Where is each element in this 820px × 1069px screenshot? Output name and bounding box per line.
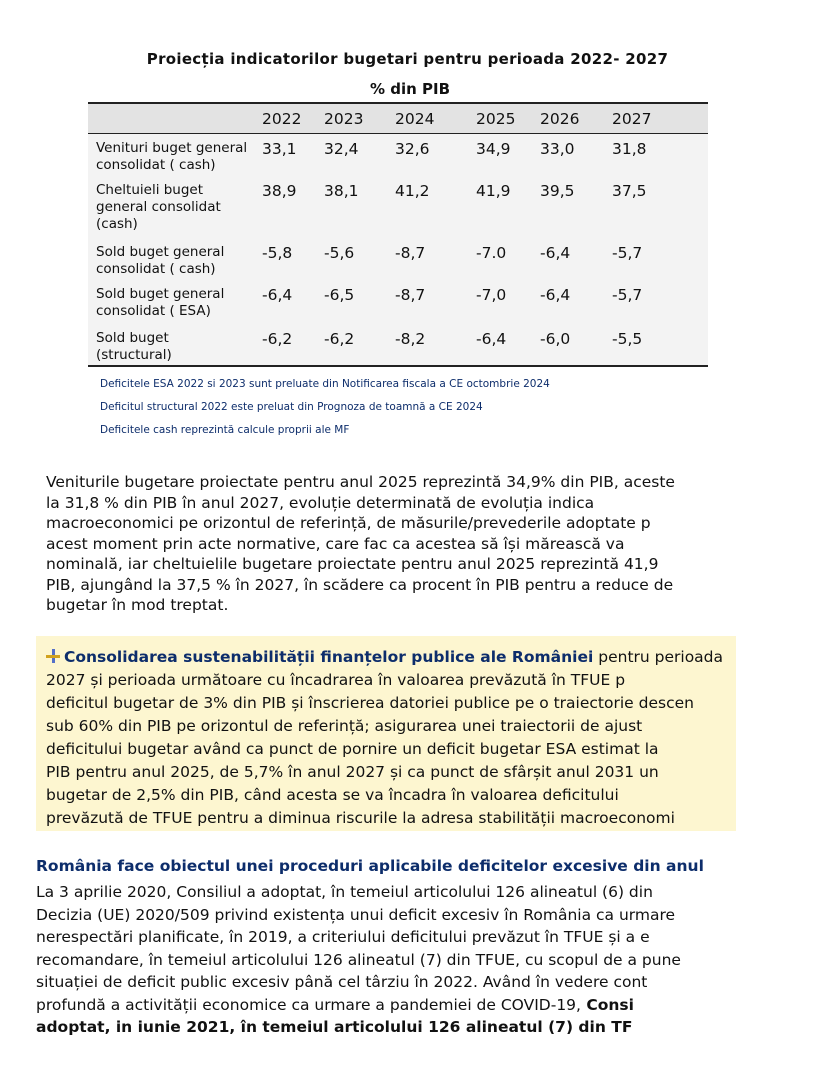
- header-year: 2026: [540, 103, 612, 134]
- table-cell: -6,4: [540, 238, 612, 280]
- table-cell: -5,5: [612, 324, 708, 366]
- procedure-paragraph: [36, 881, 716, 1039]
- table-cell: 41,9: [476, 176, 540, 238]
- header-year: 2027: [612, 103, 708, 134]
- revenue-paragraph: [46, 472, 726, 616]
- row-label-line: Sold buget general: [96, 243, 225, 260]
- table-title: Proiecția indicatorilor bugetari pentru perioada 2022- 2027: [146, 50, 669, 68]
- table-cell: 41,2: [395, 176, 476, 238]
- table-cell: 39,5: [540, 176, 612, 238]
- paragraph-line: adoptat, in iunie 2021, în temeiul articolului 126 alineatul (7) din TF: [36, 1018, 633, 1036]
- table-cell: 37,5: [612, 176, 708, 238]
- table-cell: -6,0: [540, 324, 612, 366]
- paragraph-line: prevăzută de TFUE pentru a diminua riscurile la adresa stabilității macroeconomi: [46, 809, 675, 827]
- row-label-line: Sold buget general: [96, 285, 225, 302]
- paragraph-line: PIB pentru anul 2025, de 5,7% în anul 2027 și ca punct de sfârșit anul 2031 un: [46, 763, 659, 781]
- table-cell: -6,4: [540, 280, 612, 324]
- paragraph-line: nominală, iar cheltuielile bugetare proiectate pentru anul 2025 reprezintă 41,9: [46, 555, 659, 573]
- table-cell: -8,2: [395, 324, 476, 366]
- paragraph-line: Veniturile bugetare proiectate pentru anul 2025 reprezintă 34,9% din PIB, aceste: [46, 473, 675, 491]
- paragraph-line: deficitul bugetar de 3% din PIB și înscrierea datoriei publice pe o traiectorie descen: [46, 694, 694, 712]
- header-label-cell: [88, 103, 262, 134]
- table-row: [88, 324, 708, 366]
- table-cell: -7,0: [476, 280, 540, 324]
- row-label-line: Cheltuieli buget: [96, 181, 204, 198]
- table-cell: -5,8: [262, 238, 324, 280]
- budget-indicators-table: [88, 102, 708, 367]
- paragraph-line: acest moment prin acte normative, care fac ca acestea să își mărească va: [46, 534, 625, 553]
- paragraph-line: [36, 994, 716, 1017]
- paragraph-line: [46, 646, 726, 669]
- header-year: 2024: [395, 103, 476, 134]
- paragraph-line: La 3 aprilie 2020, Consiliul a adoptat, în temeiul articolului 126 alineatul (6) din: [36, 883, 653, 901]
- table-cell: -5,7: [612, 238, 708, 280]
- header-year: 2023: [324, 103, 395, 134]
- paragraph-line: bugetar în mod treptat.: [46, 596, 229, 614]
- paragraph-line: bugetar de 2,5% din PIB, când acesta se va încadra în valoarea deficitului: [46, 786, 619, 804]
- paragraph-line-text: profundă a activității economice ca urmare a pandemiei de COVID-19,: [36, 995, 581, 1014]
- row-label: [88, 280, 262, 324]
- paragraph-line: macroeconomici pe orizontul de referință, de măsurile/prevederile adoptate p: [46, 514, 651, 532]
- table-cell: -6,2: [324, 324, 395, 366]
- table-cell: 32,6: [395, 134, 476, 176]
- row-label-line: Venituri buget general: [96, 140, 248, 156]
- table-cell: 31,8: [612, 134, 708, 176]
- table-cell: -8,7: [395, 280, 476, 324]
- table-cell: 38,9: [262, 176, 324, 238]
- table-cell: -5,6: [324, 238, 395, 280]
- table-cell: 32,4: [324, 134, 395, 176]
- table-cell: -7.0: [476, 238, 540, 280]
- plus-icon: [46, 649, 60, 663]
- consolidation-lead: pentru perioada: [593, 648, 724, 666]
- table-header-row: [88, 103, 708, 134]
- row-label-line: Sold buget: [96, 329, 169, 346]
- paragraph-line: Decizia (UE) 2020/509 privind existența unui deficit excesiv în România ca urmare: [36, 905, 676, 924]
- header-year: 2025: [476, 103, 540, 134]
- paragraph-line: PIB, ajungând la 37,5 % în 2027, în scădere ca procent în PIB pentru a reduce de: [46, 575, 674, 594]
- consolidation-title: Consolidarea sustenabilității finanțelor publice ale României: [64, 648, 594, 666]
- table-cell: -6,2: [262, 324, 324, 366]
- row-label: [88, 324, 262, 366]
- table-row: [88, 280, 708, 324]
- row-label-line: consolidat ( cash): [96, 157, 216, 173]
- paragraph-line: deficitului bugetar având ca punct de pornire un deficit bugetar ESA estimat la: [46, 740, 659, 758]
- footnote: Deficitele ESA 2022 si 2023 sunt preluate din Notificarea fiscala a CE octombrie 2024: [100, 378, 550, 390]
- table-unit: % din PIB: [369, 80, 451, 98]
- consolidation-paragraph: [46, 646, 726, 830]
- table-row: [88, 134, 708, 176]
- section-heading: România face obiectul unei proceduri aplicabile deficitelor excesive din anul: [36, 857, 704, 875]
- row-label-line: general consolidat: [96, 198, 221, 215]
- table-footnotes: [100, 376, 550, 445]
- table-cell: -6,5: [324, 280, 395, 324]
- table-cell: 33,1: [262, 134, 324, 176]
- row-label: [88, 134, 262, 176]
- header-year: 2022: [262, 103, 324, 134]
- row-label-line: (cash): [96, 215, 138, 232]
- paragraph-line: nerespectări planificate, în 2019, a criteriului deficitului prevăzut în TFUE și a e: [36, 928, 650, 946]
- row-label-line: (structural): [96, 346, 172, 363]
- table-row: [88, 238, 708, 280]
- table-cell: -6,4: [262, 280, 324, 324]
- paragraph-bold-tail: Consi: [580, 995, 634, 1014]
- paragraph-line: la 31,8 % din PIB în anul 2027, evoluție determinată de evoluția indica: [46, 493, 595, 512]
- row-label-line: consolidat ( cash): [96, 260, 216, 277]
- table-cell: 34,9: [476, 134, 540, 176]
- footnote: Deficitul structural 2022 este preluat din Prognoza de toamnă a CE 2024: [100, 401, 483, 413]
- footnote: Deficitele cash reprezintă calcule proprii ale MF: [100, 424, 350, 436]
- table-cell: -8,7: [395, 238, 476, 280]
- paragraph-line: 2027 și perioada următoare cu încadrarea în valoarea prevăzută în TFUE p: [46, 671, 626, 689]
- table-cell: 38,1: [324, 176, 395, 238]
- row-label: [88, 238, 262, 280]
- table-cell: -6,4: [476, 324, 540, 366]
- paragraph-line: recomandare, în temeiul articolului 126 alineatul (7) din TFUE, cu scopul de a pune: [36, 950, 681, 969]
- table-row: [88, 176, 708, 238]
- table-cell: -5,7: [612, 280, 708, 324]
- paragraph-line: sub 60% din PIB pe orizontul de referință; asigurarea unei traiectorii de ajust: [46, 717, 643, 735]
- row-label: [88, 176, 262, 238]
- row-label-line: consolidat ( ESA): [96, 302, 211, 319]
- paragraph-line: situației de deficit public excesiv până cel târziu în 2022. Având în vedere cont: [36, 973, 648, 991]
- table-cell: 33,0: [540, 134, 612, 176]
